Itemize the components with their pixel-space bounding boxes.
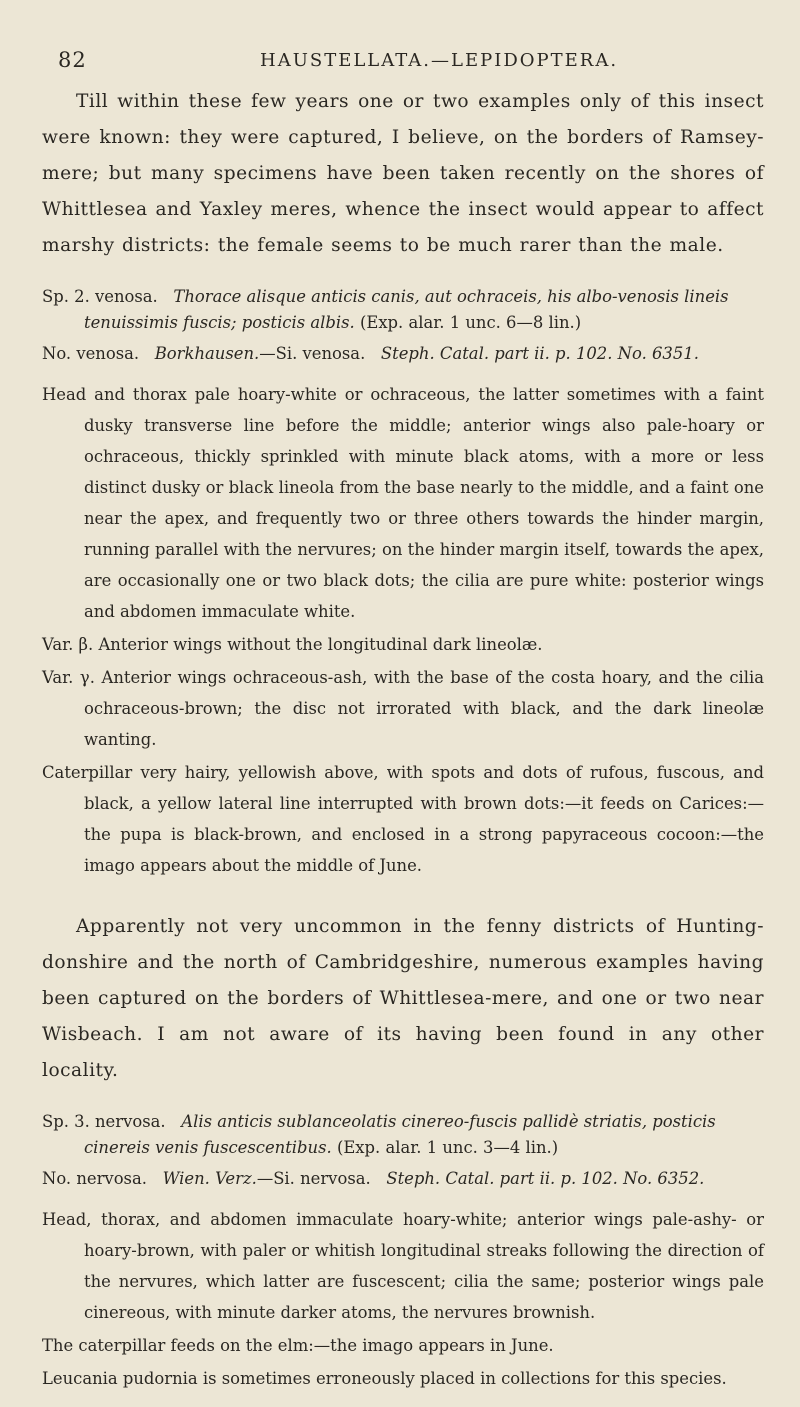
page-header (40, 48, 760, 78)
synonym-label: No. venosa. (42, 344, 140, 363)
intro-paragraph: Till within these few years one or two examples only of this insect were known: they were captured, I believe, on the borders of Ramsey-mere; but many specimens have been taken recently on the shores of Whittlesea and Yaxley meres, whence the insect would appear to affect marshy districts: the female seems to be much rarer than the male. (42, 91, 764, 256)
species-diagnosis: Thorace alisque anticis canis, aut ochraceis, his albo-venosis lineis tenuissimis fuscis; posticis albis. (84, 287, 729, 332)
running-title: HAUSTELLATA.—LEPIDOPTERA. (260, 50, 619, 71)
page-number: 82 (58, 48, 87, 72)
description-nervosa: Head, thorax, and abdomen immaculate hoary-white; anterior wings pale-ashy- or hoary-brown, with paler or whitish longitudinal streaks following the direction of the nervures, which latter are fuscescent; cilia the same; posterior wings pale cinereous, with minute darker atoms, the nervures brownish. (42, 1210, 764, 1322)
synonym-label-2: —Si. venosa. (259, 344, 366, 363)
collection-note: Leucania pudornia is sometimes erroneously placed in collections for this species. (42, 1369, 727, 1388)
synonymy-venosa (42, 341, 764, 367)
locality-paragraph: Apparently not very uncommon in the fenny districts of Hunting-donshire and the north of Cambridgeshire, numerous examples having been captured on the borders of Whittlesea-mere, and one or two near Wisbeach. I am not aware of its having been found in any other locality. (42, 916, 764, 1081)
synonym-label-2: —Si. nervosa. (256, 1169, 371, 1188)
species-heading-nervosa (42, 1109, 764, 1161)
catalogue-reference: Steph. Catal. part ii. p. 102. No. 6352. (386, 1169, 705, 1188)
caterpillar-venosa: Caterpillar very hairy, yellowish above, with spots and dots of rufous, fuscous, and black, a yellow lateral line interrupted with brown dots:—it feeds on Carices:—the pupa is black-brown, and enclosed in a strong papyraceous cocoon:—the imago appears about the middle of June. (42, 763, 764, 875)
species-diagnosis: Alis anticis sublanceolatis cinereo-fuscis pallidè striatis, posticis cinereis venis fuscescentibus. (84, 1112, 716, 1157)
wing-expanse: (Exp. alar. 1 unc. 6—8 lin.) (359, 313, 582, 332)
catalogue-reference: Steph. Catal. part ii. p. 102. No. 6351. (380, 344, 699, 363)
synonym-author: Wien. Verz. (162, 1169, 257, 1188)
description-venosa: Head and thorax pale hoary-white or ochraceous, the latter sometimes with a faint dusky transverse line before the middle; anterior wings also pale-hoary or ochraceous, thickly sprinkled with minute black atoms, with a more or less distinct dusky or black lineola from the base nearly to the middle, and a faint one near the apex, and frequently two or three others towards the hinder margin, running parallel with the nervures; on the hinder margin itself, towards the apex, are occasionally one or two black dots; the cilia are pure white: posterior wings and abdomen immaculate white. (42, 385, 764, 621)
synonym-author: Borkhausen. (154, 344, 260, 363)
synonym-label: No. nervosa. (42, 1169, 147, 1188)
species-label: Sp. 3. nervosa. (42, 1112, 166, 1131)
variety-gamma: Var. γ. Anterior wings ochraceous-ash, with the base of the costa hoary, and the cilia ochraceous-brown; the disc not irrorated with black, and the dark lineolæ wanting. (42, 668, 764, 749)
caterpillar-nervosa: The caterpillar feeds on the elm:—the imago appears in June. (42, 1336, 554, 1355)
variety-beta: Var. β. Anterior wings without the longitudinal dark lineolæ. (42, 635, 543, 654)
species-heading-venosa (42, 284, 764, 336)
wing-expanse: (Exp. alar. 1 unc. 3—4 lin.) (336, 1138, 559, 1157)
body-text (42, 84, 764, 1396)
synonymy-nervosa (42, 1166, 764, 1192)
species-label: Sp. 2. venosa. (42, 287, 158, 306)
